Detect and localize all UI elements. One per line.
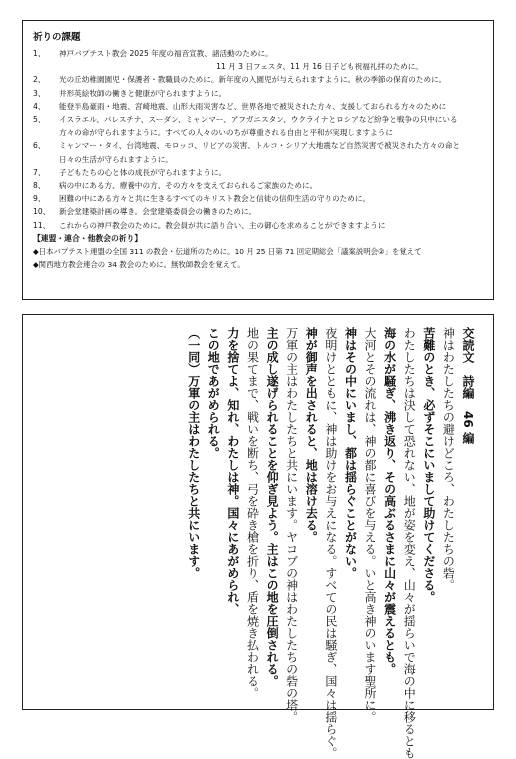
prayer-item-continuation: 日々の生活が守られますように。 xyxy=(59,154,173,164)
prayer-item xyxy=(33,179,483,192)
prayer-item-number: 6、 xyxy=(33,141,46,151)
prayer-item-number: 8、 xyxy=(33,181,46,191)
prayer-item xyxy=(33,205,483,218)
prayer-item xyxy=(33,87,483,100)
prayer-item-number: 7、 xyxy=(33,167,46,177)
prayer-item-number: 2、 xyxy=(33,75,46,85)
responsive-reading-box xyxy=(22,314,494,759)
reading-line: （一同）万軍の主はわたしたちと共にいます。 xyxy=(186,327,201,579)
responsive-reading-text xyxy=(183,327,477,759)
reading-line: 大河とその流れは、神の都に喜びを与える。いと高き神のいます聖所に。 xyxy=(363,327,378,723)
reading-line: 力を捨てよ、知れ、わたしは神。国々にあがめられ、 xyxy=(225,327,240,615)
prayer-item-text: 神戸バプテスト教会 2025 年度の福音宣教、諸活動のために。 xyxy=(59,49,273,58)
prayer-item-number: 5、 xyxy=(33,115,46,125)
reading-line: 万軍の主はわたしたちと共にいます。ヤコブの神はわたしたちの砦の塔。 xyxy=(284,327,299,723)
prayer-item-text: 困難の中にある方々と共に生きるすべてのキリスト教会と信徒の信仰生活の守りのために。 xyxy=(59,194,371,204)
reading-line: この地であがめられる。 xyxy=(206,327,221,459)
prayer-item-continuation: 方々の命が守られますように。すべての人々のいのちが尊重される自由と平和が実現しますように xyxy=(59,128,393,138)
prayer-item-number: 11、 xyxy=(33,220,51,230)
reading-line: 神が御声を出されると、地は溶け去る。 xyxy=(304,327,319,543)
prayer-item xyxy=(33,192,483,205)
prayer-item-text: 光の丘幼稚園園児・保護者・教職員のために。新年度の入園児が与えられますように。秋の季節の保育のために。 xyxy=(59,75,447,85)
prayer-item-number: 10、 xyxy=(33,207,51,217)
reading-line: わたしたちは決して恐れない、地が姿を変え、山々が揺らいで海の中に移るとも xyxy=(402,327,417,759)
reading-line: 主の成し遂げられることを仰ぎ見よう。主はこの地を圧倒される。 xyxy=(265,327,280,687)
reading-line: 地の果てまで、戦いを断ち、弓を砕き槍を折り、盾を焼き払われる。 xyxy=(245,327,260,699)
prayer-item-text: 井形英絵牧師の働きと健康が守られますように。 xyxy=(59,88,227,98)
prayer-item xyxy=(33,73,483,86)
prayer-item xyxy=(33,113,483,126)
prayer-item-text: 子どもたちの心と体の成長が守られますように。 xyxy=(59,167,227,177)
prayer-item-text: これからの神戸教会のために。教会員が共に語り合い、主の御心を求めることができますように xyxy=(59,220,386,230)
prayer-item-number: 9、 xyxy=(33,194,46,204)
prayer-item-number: 1、 xyxy=(33,49,46,58)
prayer-item-text: 病の中にある方、療養中の方、その方々を支えておられるご家族のために。 xyxy=(59,181,318,191)
prayer-item-text: 能登半島豪雨・地震、宮崎地震、山形大雨災害など、世界各地で被災された方々、支援しておられる方々のために xyxy=(59,101,447,111)
reading-line: 神はその中にいまし、都は揺らぐことがない。 xyxy=(343,327,358,579)
prayer-item xyxy=(33,166,483,179)
prayer-item-number: 4、 xyxy=(33,101,46,111)
prayer-item-sub: 11 月 3 日フェスタ、11 月 16 日子ども祝福礼拝のために。 xyxy=(216,62,423,72)
union-prayer-item: ◆日本バプテスト連盟の全国 311 の教会・伝道所のために。10 月 25 日第 71 回定期総会「議案説明会②」を覚えて xyxy=(33,247,422,257)
section-title: 【連盟・連合・他教会の祈り】 xyxy=(33,233,143,243)
reading-title: 交読文 詩編 46 編 xyxy=(461,327,475,444)
prayer-item-text: 新会堂建築計画の導き。会堂建築委員会の働きのために。 xyxy=(59,207,257,217)
prayer-requests-box xyxy=(22,20,494,300)
prayer-item-number: 3、 xyxy=(33,88,46,98)
prayer-item xyxy=(33,139,483,152)
reading-line: 苦難のとき、必ずそこにいまして助けてくださる。 xyxy=(421,327,436,603)
union-prayer-item: ◆関西地方教会連合の 34 教会のために。無牧師教会を覚えて。 xyxy=(33,260,245,270)
reading-line: 海の水が騒ぎ、沸き返り、その高ぶるさまに山々が震えるとも。 xyxy=(382,327,397,675)
reading-line: 神はわたしたちの避けどころ、わたしたちの砦。 xyxy=(441,327,456,591)
prayer-title: 祈りの課題 xyxy=(33,32,81,43)
prayer-item xyxy=(33,100,483,113)
prayer-item xyxy=(33,47,483,60)
prayer-item-text: イスラエル、パレスチナ、スーダン、ミャンマー、アフガニスタン、ウクライナとロシアなど紛争と戦争の只中にいる xyxy=(59,115,458,125)
prayer-item-text: ミャンマー・タイ、台湾地震、モロッコ、リビアの災害、トルコ・シリア大地震など自然災害で被災された方々の命と xyxy=(59,141,461,151)
reading-line: 夜明けとともに、神は助けをお与えになる。すべての民は騒ぎ、国々は揺らぐ。 xyxy=(323,327,338,759)
prayer-item xyxy=(33,219,483,232)
